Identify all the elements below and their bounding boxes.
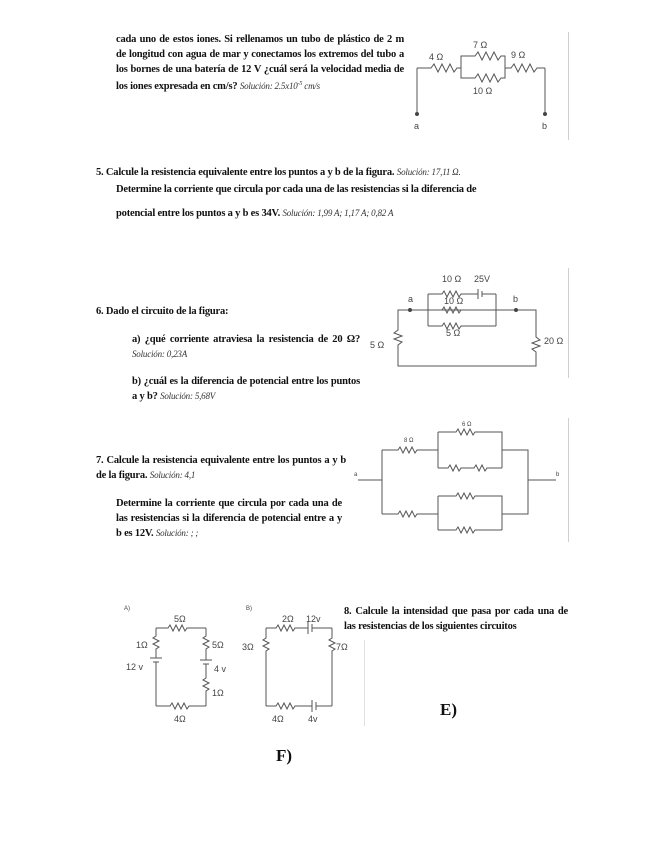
node-b (514, 308, 518, 312)
label-20ohm: 20 Ω (544, 336, 564, 346)
problem-6-part-a: a) ¿qué corriente atraviesa la resistencia de 20 Ω? Solución: 0,23A (132, 334, 360, 359)
figure-border (568, 32, 569, 140)
terminal-b (543, 112, 547, 116)
node-a (408, 308, 412, 312)
circuit-a-left-resistor: 1Ω (136, 640, 148, 650)
problem-5-line3: potencial entre los puntos a y b es 34V. Solución: 1,99 A; 1,17 A; 0,82 A (116, 208, 394, 219)
circuit-a-right-low-resistor: 1Ω (212, 688, 224, 698)
figure-problem-6 (366, 270, 568, 376)
problem-6-part-b: b) ¿cuál es la diferencia de potencial entre los puntos a y b? Solución: 5,68V (132, 376, 360, 402)
problem-7-title: 7. Calcule la resistencia equivalente entre los puntos a y b de la figura. Solución: 4,1 (96, 455, 346, 481)
label-10ohm: 10 Ω (473, 86, 493, 96)
circuit-a (118, 600, 238, 725)
label-5ohm-bottom: 5 Ω (446, 328, 461, 338)
circuit-a-top-resistor: 5Ω (174, 614, 186, 624)
problem-7-solution-1: Solución: 4,1 (149, 470, 196, 480)
terminal-a (415, 112, 419, 116)
label-8ohm: 8 Ω (404, 438, 414, 444)
label-b: b (513, 294, 519, 304)
problem-6-solution-a: Solución: 0,23A (132, 349, 187, 359)
label-e: E) (440, 700, 457, 719)
label-10ohm-top: 10 Ω (442, 274, 462, 284)
circuit-b-right-resistor: 7Ω (336, 642, 348, 652)
label-4ohm: 4 Ω (429, 52, 444, 62)
problem-5-solution-1: Solución: 17,11 Ω. (396, 167, 461, 177)
label-9ohm: 9 Ω (511, 50, 526, 60)
problem-6-solution-b: Solución: 5,68V (160, 391, 216, 401)
circuit-b (240, 600, 360, 725)
label-a: a (408, 294, 414, 304)
circuit-a-right-resistor: 5Ω (212, 640, 224, 650)
problem-7-solution-2: Solución: ; ; (155, 528, 199, 538)
circuit-b-tag: B) (246, 606, 252, 612)
circuit-a-tag: A) (124, 606, 130, 612)
figure-border (568, 268, 569, 378)
circuit-b-battery-bottom: 4v (308, 714, 318, 724)
problem-5-solution-2: Solución: 1,99 A; 1,17 A; 0,82 A (282, 208, 394, 218)
problem-8-text: 8. Calcule la intensidad que pasa por cada una de las resistencias de los siguientes circuitos (344, 606, 568, 632)
problem-4-solution: Solución: $2.5x10^{-5}$ cm/s (239, 81, 320, 91)
problem-7-text: Determine la corriente que circula por cada una de las resistencias si la diferencia de potencial entre a y b es 12V. Solución: ; ; (116, 498, 342, 539)
problem-5-line1: 5. Calcule la resistencia equivalente entre los puntos a y b de la figura. Solución: 17,11 Ω. (96, 167, 461, 178)
circuit-b-battery-top: 12v (306, 614, 321, 624)
label-f: F) (276, 746, 293, 765)
circuit-b-bottom-resistor: 4Ω (272, 714, 284, 724)
problem-4-text: cada uno de estos iones. Si rellenamos un tubo de plástico de 2 m de longitud con agua de mar y conectamos los extremos del tubo a los bornes de una batería de 12 V ¿cuál será la velocidad media de los iones expresada en cm/s? Solución: $2.5x10^{-5}$ cm/s (116, 34, 404, 92)
figure-border (568, 418, 569, 542)
label-a: a (414, 121, 420, 131)
circuit-a-bottom-resistor: 4Ω (174, 714, 186, 724)
figure-problem-7 (352, 420, 566, 540)
label-a: a (354, 472, 358, 478)
figure-problem-4 (405, 34, 565, 134)
circuit-a-battery-left: 12 v (126, 662, 144, 672)
label-b: b (556, 472, 560, 478)
circuit-b-top-resistor: 2Ω (282, 614, 294, 624)
label-10ohm-mid: 10 Ω (444, 296, 464, 306)
divider (364, 640, 365, 726)
circuit-a-battery-right: 4 v (214, 664, 227, 674)
problem-6-title: 6. Dado el circuito de la figura: (96, 306, 229, 317)
problem-5-line2: Determine la corriente que circula por cada una de las resistencias si la diferencia de (116, 184, 477, 195)
label-25v: 25V (474, 274, 491, 284)
label-6ohm: 6 Ω (462, 422, 472, 428)
label-b: b (542, 121, 548, 131)
label-5ohm-left: 5 Ω (370, 340, 385, 350)
label-7ohm: 7 Ω (473, 40, 488, 50)
circuit-b-left-resistor: 3Ω (242, 642, 254, 652)
